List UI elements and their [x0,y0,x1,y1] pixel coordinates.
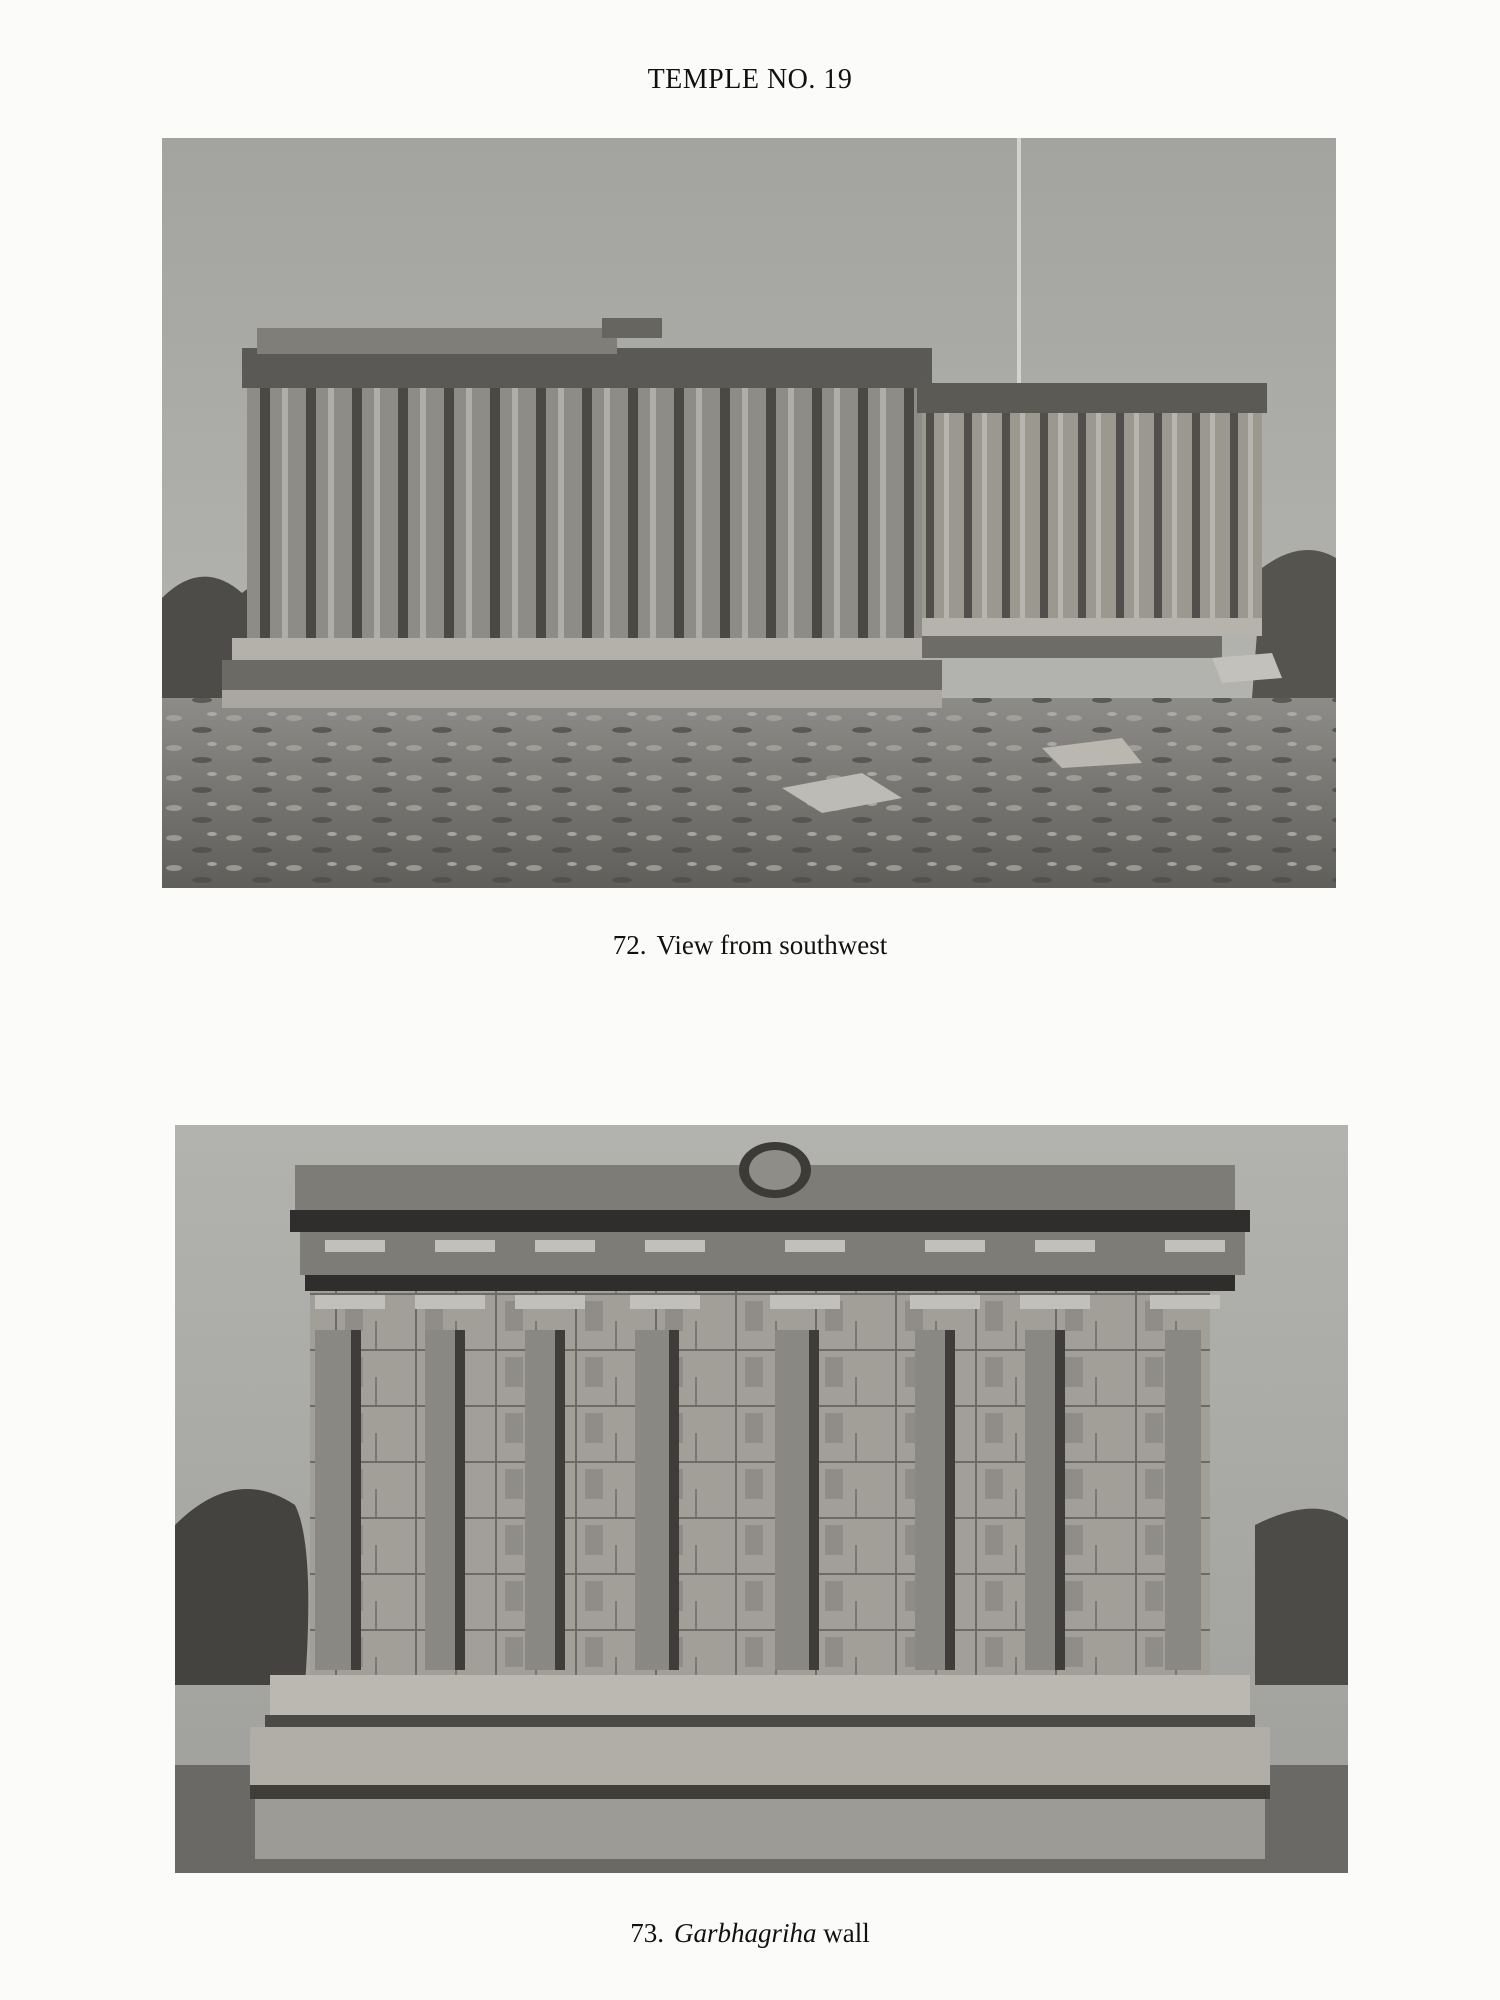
plate-caption-text: wall [816,1918,870,1948]
photo-temple-southwest-view [162,138,1336,888]
plate-caption-73 [0,1918,1500,1949]
plate-caption-italic-term: Garbhagriha [673,1918,817,1948]
photo-garbhagriha-wall [175,1125,1348,1873]
plate-caption-text: View from southwest [656,930,888,960]
plate-number: 72. [612,930,647,960]
plate-caption-72 [0,930,1500,961]
plate-number: 73. [630,1918,664,1948]
page-title: TEMPLE NO. 19 [647,64,853,95]
